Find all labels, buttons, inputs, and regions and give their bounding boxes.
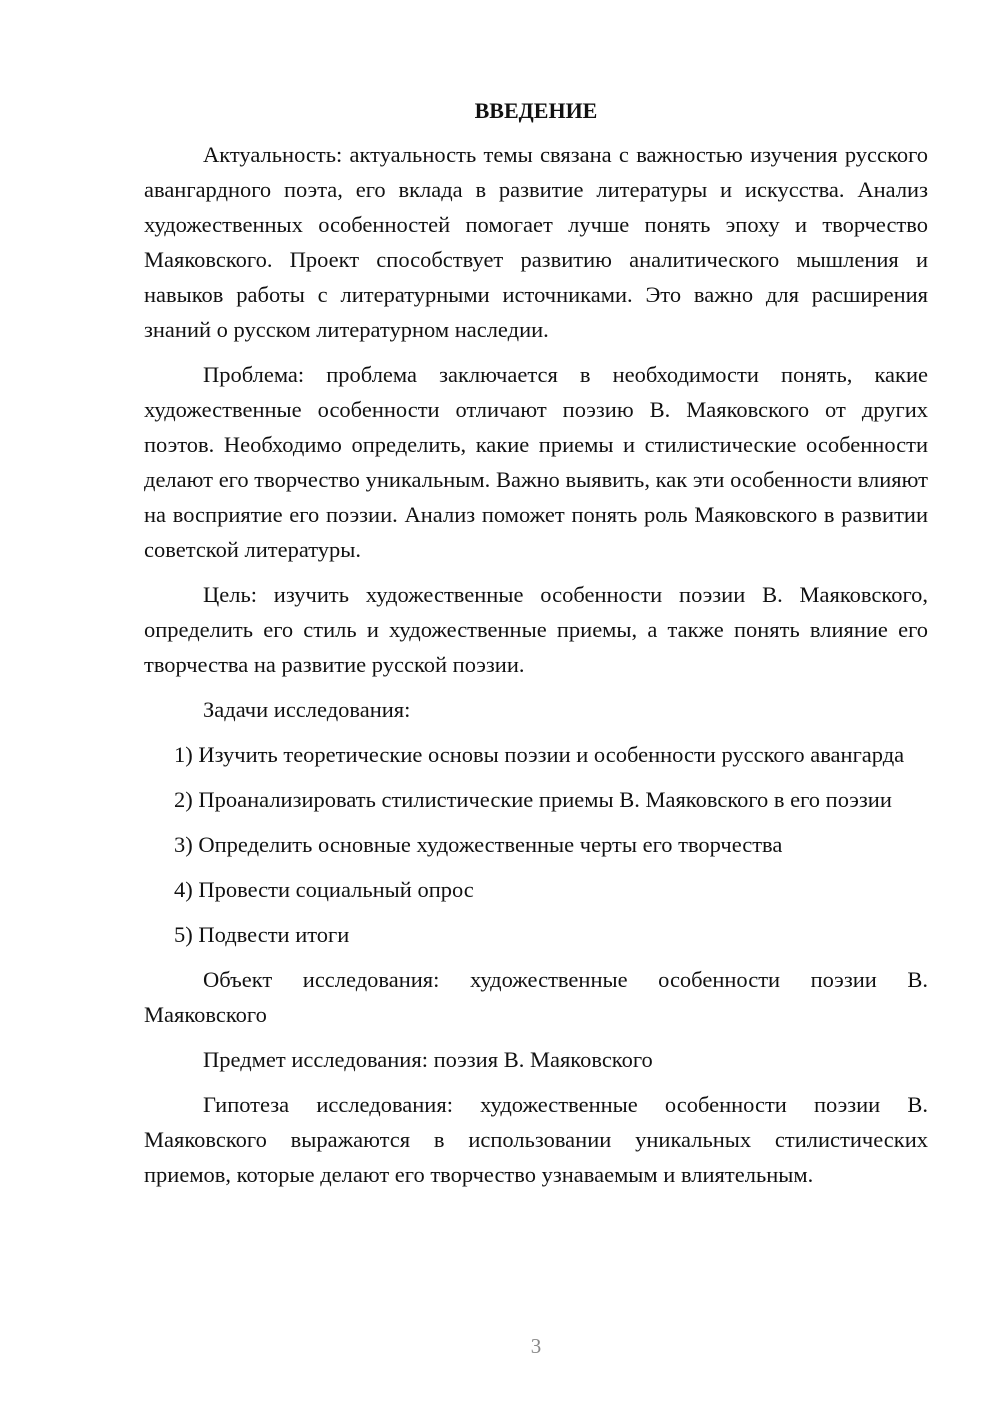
task-item-4: 4) Провести социальный опрос [174,877,474,902]
object-paragraph: Объект исследования: художественные особенности поэзии В. Маяковского [144,967,928,1027]
hypothesis-paragraph: Гипотеза исследования: художественные особенности поэзии В. Маяковского выражаются в использовании уникальных стилистических приемов, которые делают его творчество узнаваемым и влиятельным. [144,1092,928,1187]
task-item-2: 2) Проанализировать стилистические приемы В. Маяковского в его поэзии [174,787,892,812]
problem-paragraph: Проблема: проблема заключается в необходимости понять, какие художественные особенности отличают поэзию В. Маяковского от других поэтов. Необходимо определить, какие приемы и стилистические особенности делают его творчество уникальным. Важно выявить, как эти особенности влияют на восприятие его поэзии. Анализ поможет понять роль Маяковского в развитии советской литературы. [144,362,928,562]
task-item-1: 1) Изучить теоретические основы поэзии и особенности русского авангарда [174,742,905,767]
task-item-3: 3) Определить основные художественные черты его творчества [174,832,783,857]
subject-paragraph: Предмет исследования: поэзия В. Маяковского [203,1047,653,1072]
section-title: ВВЕДЕНИЕ [474,98,598,123]
tasks-heading: Задачи исследования: [203,697,411,722]
page-number: 3 [530,1334,542,1358]
page-content [144,96,928,1202]
goal-paragraph: Цель: изучить художественные особенности поэзии В. Маяковского, определить его стиль и художественные приемы, а также понять влияние его творчества на развитие русской поэзии. [144,582,928,677]
relevance-paragraph: Актуальность: актуальность темы связана с важностью изучения русского авангардного поэта, его вклада в развитие литературы и искусства. Анализ художественных особенностей помогает лучше понять эпоху и творчество Маяковского. Проект способствует развитию аналитического мышления и навыков работы с литературными источниками. Это важно для расширения знаний о русском литературном наследии. [144,142,928,342]
task-item-5: 5) Подвести итоги [174,922,350,947]
